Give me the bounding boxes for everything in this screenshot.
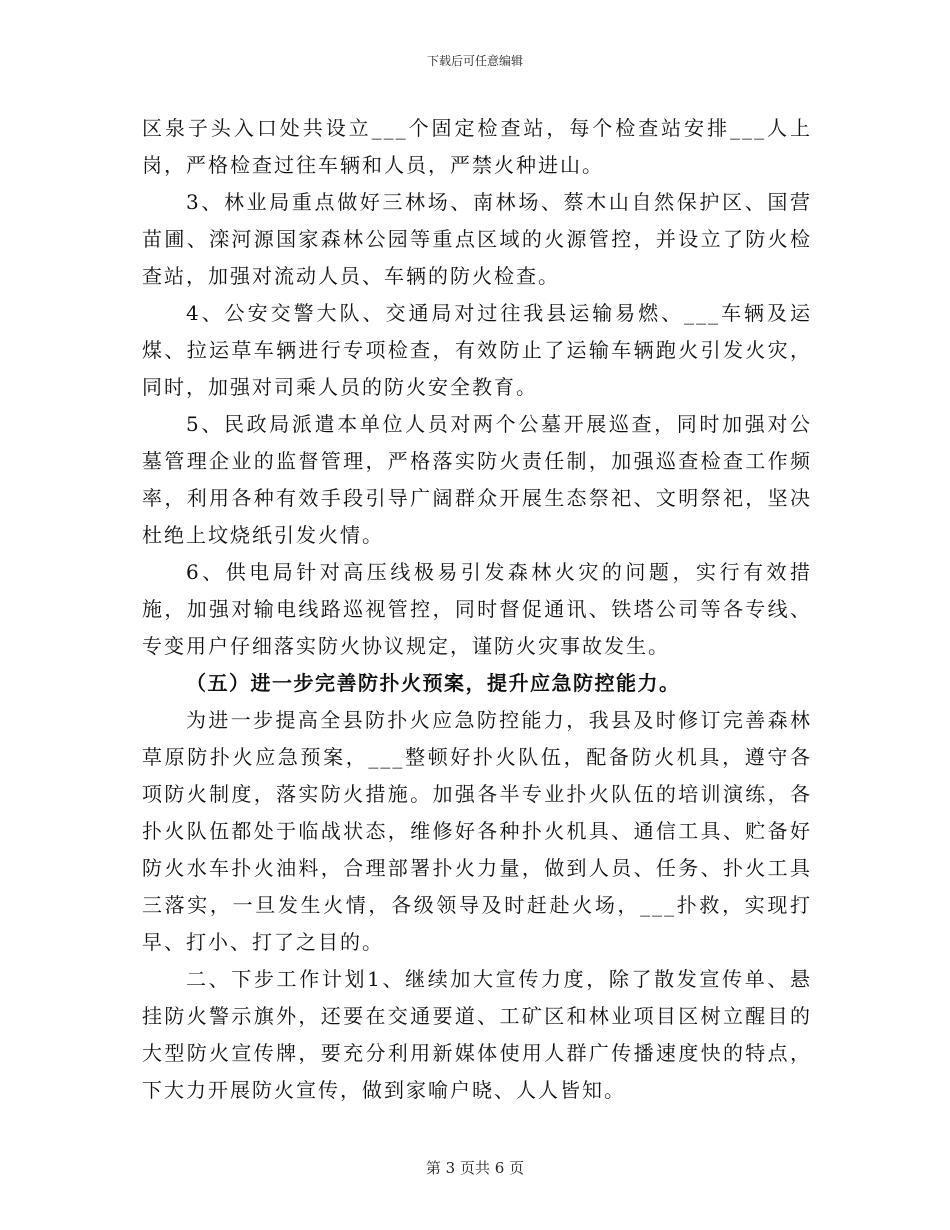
paragraph-emergency-plan: 为进一步提高全县防扑火应急防控能力，我县及时修订完善森林草原防扑火应急预案，___整顿好扑火队伍，配备防火机具，遵守各项防火制度，落实防火措施。加强各半专业扑火队伍的培训演练，各扑火队伍都处于临战状态，维修好各种扑火机具、通信工具、贮备好防火水车扑火油料，合理部署扑火力量，做到人员、任务、扑火工具三落实，一旦发生火情，各级领导及时赶赴火场，___扑救，实现打早、打小、打了之目的。 (142, 708, 812, 954)
paragraph-continuation: 区泉子头入口处共设立___个固定检查站，每个检查站安排___人上岗，严格检查过往车辆和人员，严禁火种进山。 (142, 116, 812, 177)
paragraph-item-5: 5、民政局派遣本单位人员对两个公墓开展巡查，同时加强对公墓管理企业的监督管理，严格落实防火责任制，加强巡查检查工作频率，利用各种有效手段引导广阔群众开展生态祭祀、文明祭祀，坚决杜绝上坟烧纸引发火情。 (142, 412, 812, 547)
page-footer: 第 3 页共 6 页 (425, 1159, 525, 1177)
section-heading-5: （五）进一步完善防扑火预案，提升应急防控能力。 (186, 671, 681, 695)
page-header: 下载后可任意编辑 (426, 54, 523, 68)
paragraph-next-steps: 二、下步工作计划1、继续加大宣传力度，除了散发宣传单、悬挂防火警示旗外，还要在交通要道、工矿区和林业项目区树立醒目的大型防火宣传牌，要充分利用新媒体使用人群广传播速度快的特点，下大力开展防火宣传，做到家喻户晓、人人皆知。 (142, 967, 812, 1102)
document-body (142, 110, 812, 1109)
paragraph-item-4: 4、公安交警大队、交通局对过往我县运输易燃、___车辆及运煤、拉运草车辆进行专项检查，有效防止了运输车辆跑火引发火灾，同时，加强对司乘人员的防火安全教育。 (142, 301, 812, 399)
paragraph-item-3: 3、林业局重点做好三林场、南林场、蔡木山自然保护区、国营苗圃、滦河源国家森林公园等重点区域的火源管控，并设立了防火检查站，加强对流动人员、车辆的防火检查。 (142, 190, 812, 288)
paragraph-item-6: 6、供电局针对高压线极易引发森林火灾的问题，实行有效措施，加强对输电线路巡视管控，同时督促通讯、铁塔公司等各专线、专变用户仔细落实防火协议规定，谨防火灾事故发生。 (142, 560, 812, 658)
